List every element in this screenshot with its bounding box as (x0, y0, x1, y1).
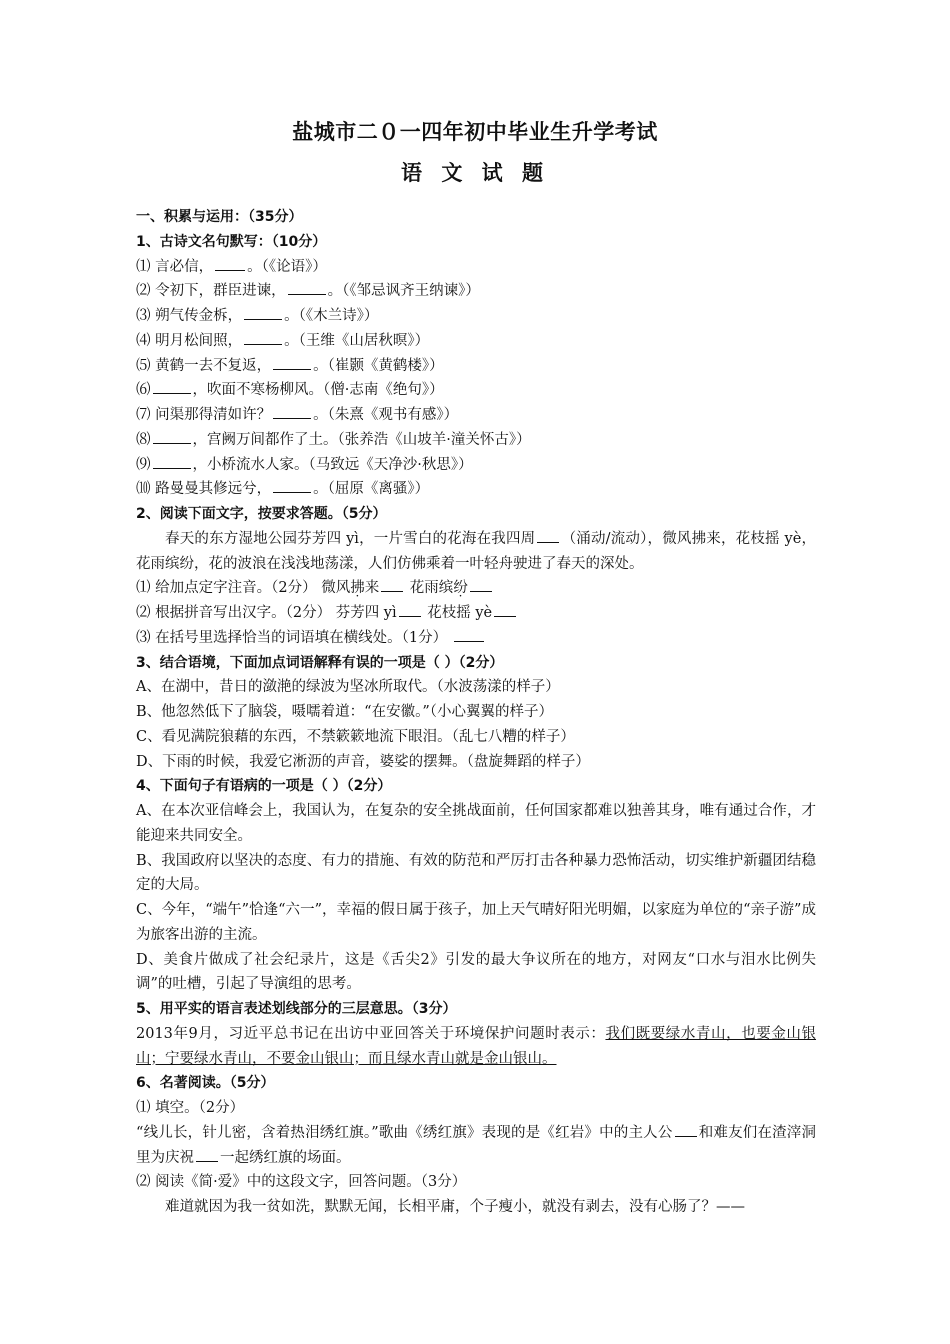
answer-blank[interactable] (381, 577, 403, 592)
q3-option-c: C、看见满院狼藉的东西，不禁簌簌地流下眼泪。（乱七八糟的样子） (136, 728, 575, 745)
q1-item-10: ⑽ 路曼曼其修远兮， 。（屈原《离骚》） (136, 477, 816, 502)
question-2-heading: 2、阅读下面文字，按要求答题。（5分） (136, 506, 387, 522)
question-1-heading: 1、古诗文名句默写：（10分） (136, 233, 327, 250)
q4-option-b: B、我国政府以坚决的态度、有力的措施、有效的防范和严厉打击各种暴力恐怖活动，切实维护新疆团结稳定的大局。 (136, 852, 816, 894)
answer-blank[interactable] (196, 1147, 218, 1162)
exam-content (136, 205, 816, 1220)
answer-blank[interactable] (537, 528, 559, 543)
answer-blank[interactable] (454, 627, 484, 642)
q6-sub-1: ⑴ 填空。（2分） (136, 1100, 245, 1116)
answer-blank[interactable] (215, 256, 245, 271)
answer-blank[interactable] (153, 429, 191, 444)
q3-option-a: A、在湖中，昔日的潋滟的绿波为坚冰所取代。（水波荡漾的样子） (136, 679, 560, 696)
q1-item-9: ⑼ ，小桥流水人家。（马致远《天净沙·秋思》） (136, 453, 816, 478)
question-4-heading: 4、下面句子有语病的一项是（ ）（2分） (136, 778, 392, 795)
answer-blank[interactable] (470, 577, 492, 592)
q5-text: 2013年9月，习近平总书记在出访中亚回答关于环境保护问题时表示：我们既要绿水青山，也要金山银山；宁要绿水青山，不要金山银山；而且绿水青山就是金山银山。 (136, 1025, 817, 1067)
q1-item-6: ⑹ ，吹面不寒杨柳风。（僧·志南《绝句》） (136, 378, 816, 403)
q3-option-b: B、他忽然低下了脑袋，嗫嚅着道：“在安徽。”（小心翼翼的样子） (136, 704, 553, 720)
q1-item-1: ⑴ 言必信， 。（《论语》） (136, 255, 816, 280)
q1-item-4: ⑷ 明月松间照， 。（王维《山居秋暝》） (136, 329, 816, 354)
exam-subtitle: 语 文 试 题 (401, 161, 549, 185)
q1-item-2: ⑵ 令初下，群臣进谏， 。（《邹忌讽齐王纳谏》） (136, 279, 816, 304)
answer-blank[interactable] (244, 330, 282, 345)
q4-option-c: C、今年，“端午”恰逢“六一”，幸福的假日属于孩子，加上天气晴好阳光明媚，以家庭为单位的“亲子游”成为旅客出游的主流。 (136, 902, 816, 943)
q1-item-8: ⑻ ，宫阙万间都作了土。（张养浩《山坡羊·潼关怀古》） (136, 428, 816, 453)
q1-item-5: ⑸ 黄鹤一去不复返， 。（崔颢《黄鹤楼》） (136, 354, 816, 379)
answer-blank[interactable] (494, 602, 516, 617)
q6-fill-text: “线儿长，针儿密，含着热泪绣红旗。”歌曲《绣红旗》表现的是《红岩》中的主人公 和难友们在渣滓洞里为庆祝 一起绣红旗的场面。 (136, 1121, 816, 1171)
answer-blank[interactable] (153, 454, 191, 469)
underlined-passage: 我们既要绿水青山，也要金山银山；宁要绿水青山，不要金山银山；而且绿水青山就是金山银山。 (136, 1025, 817, 1067)
answer-blank[interactable] (273, 404, 311, 419)
q4-option-d: D、美食片做成了社会纪录片，这是《舌尖2》引发的最大争议所在的地方，对网友“口水与泪水比例失调”的吐槽，引起了导演组的思考。 (136, 951, 816, 993)
q2-sub-2: ⑵ 根据拼音写出汉字。（2分） 芬芳四 yì 花枝摇 yè (136, 601, 816, 626)
q1-item-7: ⑺ 问渠那得清如许？ 。（朱熹《观书有感》） (136, 403, 816, 428)
q2-passage: 春天的东方湿地公园芬芳四 yì，一片雪白的花海在我四周 （涌动/流动），微风拂来，花枝摇 yè，花雨缤纷，花的波浪在浅浅地荡漾，人们仿佛乘着一叶轻舟驶进了春天的深处。 (136, 527, 816, 577)
question-3-heading: 3、结合语境，下面加点词语解释有误的一项是（ ）（2分） (136, 654, 504, 671)
q2-sub-3: ⑶ 在括号里选择恰当的词语填在横线处。（1分） (136, 626, 816, 651)
q6-excerpt: 难道就因为我一贫如洗，默默无闻，长相平庸，个子瘦小，就没有剥去，没有心肠了？—— (165, 1199, 745, 1215)
q6-sub-2: ⑵ 阅读《简·爱》中的这段文字，回答问题。（3分） (136, 1174, 467, 1191)
q1-item-3: ⑶ 朔气传金柝， 。（《木兰诗》） (136, 304, 816, 329)
section-heading: 一、积累与运用：（35分） (136, 209, 303, 225)
answer-blank[interactable] (288, 280, 326, 295)
answer-blank[interactable] (153, 379, 191, 394)
q3-option-d: D、下雨的时候，我爱它淅沥的声音，婆娑的摆舞。（盘旋舞蹈的样子） (136, 753, 590, 770)
question-5-heading: 5、用平实的语言表述划线部分的三层意思。（3分） (136, 1001, 457, 1017)
question-6-heading: 6、名著阅读。（5分） (136, 1075, 275, 1092)
answer-blank[interactable] (273, 478, 311, 493)
exam-title: 盐城市二０一四年初中毕业生升学考试 (292, 120, 658, 144)
answer-blank[interactable] (273, 355, 311, 370)
answer-blank[interactable] (399, 602, 421, 617)
q2-sub-1: ⑴ 给加点定字注音。（2分） 微风拂来 花雨缤纷 (136, 576, 816, 601)
answer-blank[interactable] (244, 305, 282, 320)
q4-option-a: A、在本次亚信峰会上，我国认为，在复杂的安全挑战面前，任何国家都难以独善其身，唯有通过合作，才能迎来共同安全。 (136, 803, 816, 844)
answer-blank[interactable] (675, 1122, 697, 1137)
